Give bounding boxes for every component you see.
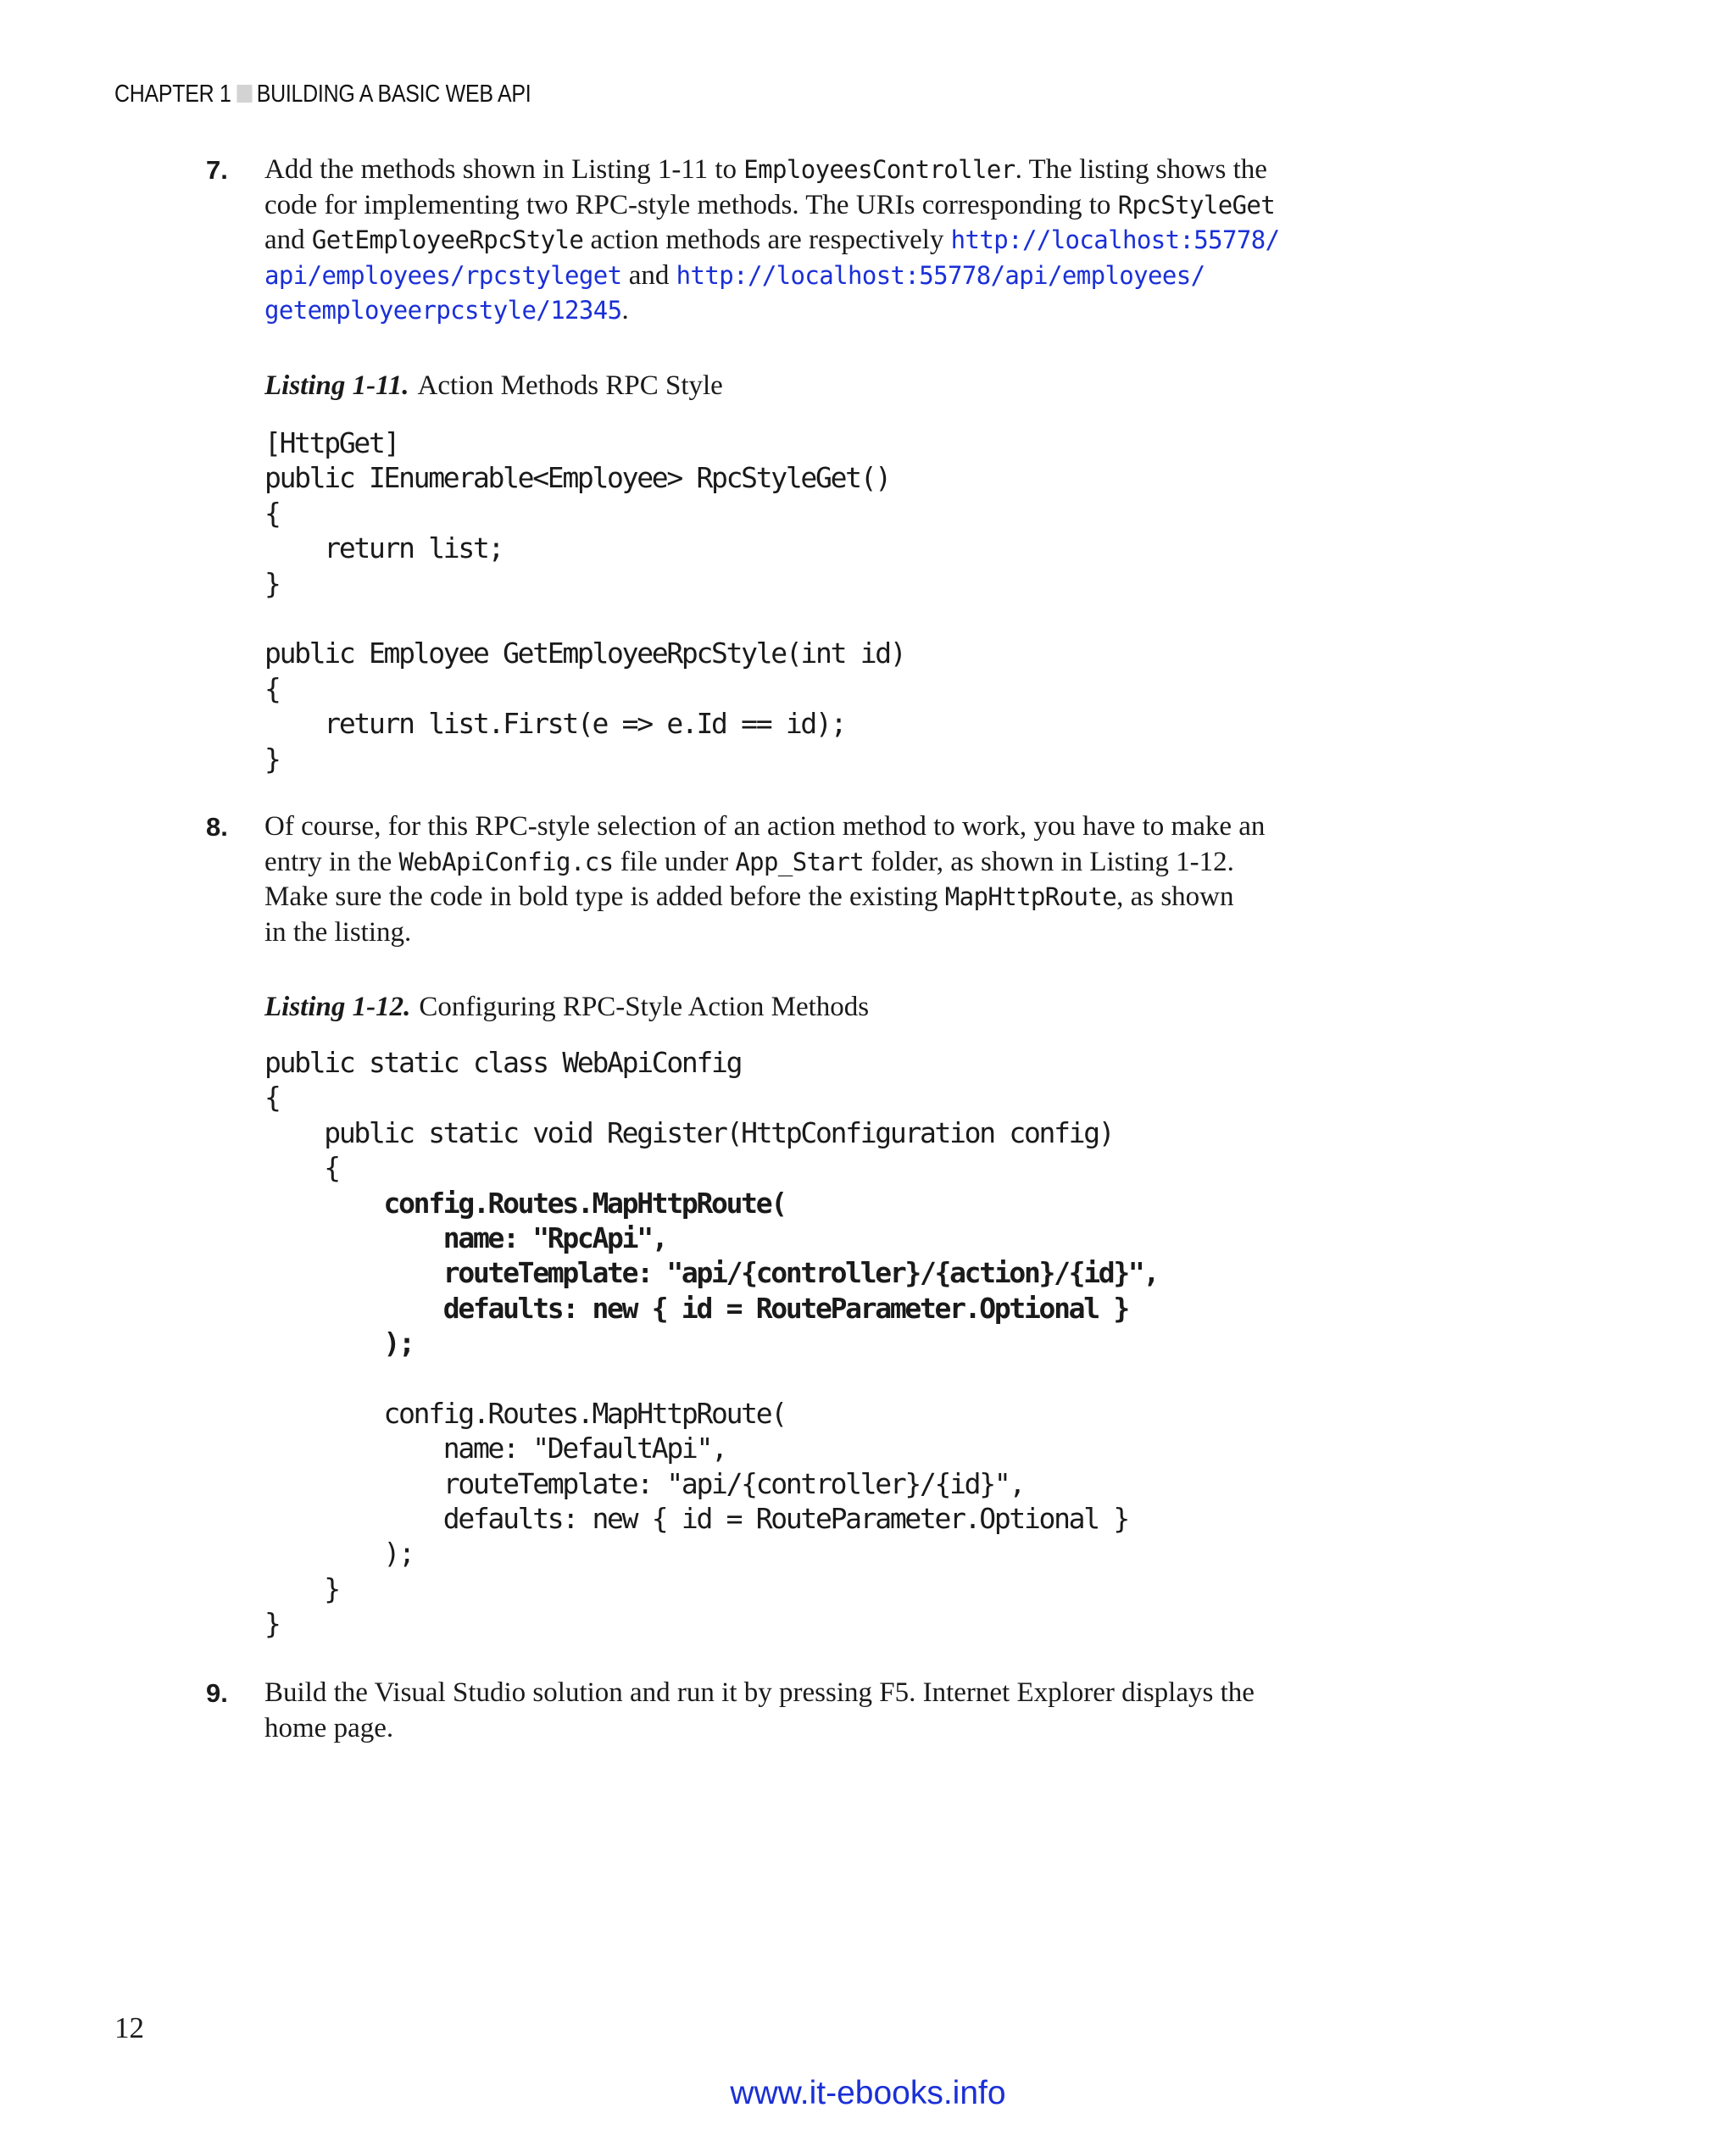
text-run: Add the methods shown in Listing 1-11 to — [264, 154, 744, 185]
code-line: { — [264, 1151, 339, 1185]
listing-title: Configuring RPC-Style Action Methods — [419, 992, 870, 1022]
listing-title: Action Methods RPC Style — [417, 370, 723, 401]
code-line: return list; — [264, 531, 504, 565]
code-line: { — [264, 671, 280, 705]
text-run: action methods are respectively — [583, 225, 951, 256]
code-line-bold: routeTemplate: "api/{controller}/{action}/{id}", — [264, 1256, 1159, 1290]
code-line — [264, 1361, 1158, 1396]
footer-link[interactable]: www.it-ebooks.info — [730, 2075, 1006, 2111]
code-line-bold: ); — [264, 1326, 414, 1360]
code-line: ); — [264, 1537, 414, 1571]
listing-caption — [264, 989, 869, 1025]
step-number: 7. — [206, 155, 228, 185]
text-run: . The listing shows the — [1015, 154, 1267, 185]
url-link[interactable]: api/employees/rpcstyleget — [264, 260, 622, 290]
text-run: , as shown — [1116, 881, 1234, 913]
separator-square-icon — [237, 85, 253, 103]
text-run: and — [621, 259, 676, 291]
text-run: . — [621, 295, 629, 326]
step-text — [264, 809, 1426, 950]
inline-code: EmployeesController — [743, 155, 1015, 184]
inline-code: RpcStyleGet — [1117, 190, 1276, 220]
code-line: } — [264, 742, 280, 776]
code-line: public static void Register(HttpConfiguration config) — [264, 1115, 1114, 1149]
text-run: Build the Visual Studio solution and run it by pressing F5. Internet Explorer displays the — [264, 1677, 1255, 1708]
text-run: Make sure the code in bold type is added before the existing — [264, 881, 945, 913]
chapter-title: BUILDING A BASIC WEB API — [256, 81, 531, 108]
text-run: and — [264, 225, 312, 256]
step-text — [264, 153, 1426, 329]
code-line: defaults: new { id = RouteParameter.Optional } — [264, 1502, 1128, 1536]
text-run: file under — [613, 846, 736, 877]
code-line: public static class WebApiConfig — [264, 1046, 742, 1079]
code-listing — [264, 1045, 1158, 1642]
step-number: 8. — [206, 812, 228, 842]
page-number: 12 — [114, 2011, 144, 2044]
code-line: } — [264, 1607, 280, 1641]
code-line-bold: name: "RpcApi", — [264, 1221, 667, 1254]
code-line: config.Routes.MapHttpRoute( — [264, 1396, 786, 1430]
url-link[interactable]: http://localhost:55778/api/employees/ — [676, 260, 1205, 290]
running-head — [114, 81, 531, 108]
code-line: return list.First(e => e.Id == id); — [264, 707, 846, 741]
step-text — [264, 1676, 1426, 1746]
code-listing — [264, 425, 904, 776]
code-line: public Employee GetEmployeeRpcStyle(int id) — [264, 637, 905, 670]
step-number: 9. — [206, 1678, 228, 1708]
listing-caption — [264, 368, 723, 403]
listing-label: Listing 1-12. — [264, 992, 411, 1022]
code-line: name: "DefaultApi", — [264, 1432, 726, 1465]
code-line: } — [264, 1571, 339, 1605]
code-line-bold: config.Routes.MapHttpRoute( — [264, 1186, 786, 1220]
code-line — [264, 601, 904, 636]
text-run: folder, as shown in Listing 1-12. — [864, 846, 1234, 877]
listing-label: Listing 1-11. — [264, 370, 409, 401]
url-link[interactable]: getemployeerpcstyle/12345 — [264, 296, 622, 325]
url-link[interactable]: http://localhost:55778/ — [950, 225, 1280, 255]
text-run: code for implementing two RPC-style methods. The URIs corresponding to — [264, 189, 1118, 220]
text-run: home page. — [264, 1712, 394, 1743]
text-run: Of course, for this RPC-style selection of an action method to work, you have to make an — [264, 811, 1266, 842]
code-line: public IEnumerable<Employee> RpcStyleGet() — [264, 461, 890, 495]
code-line: [HttpGet] — [264, 426, 399, 459]
code-line: { — [264, 496, 280, 530]
text-run: entry in the — [264, 846, 399, 877]
text-run: in the listing. — [264, 916, 412, 948]
code-line-bold: defaults: new { id = RouteParameter.Optional } — [264, 1291, 1128, 1325]
chapter-label: CHAPTER 1 — [114, 81, 231, 108]
inline-code: GetEmployeeRpcStyle — [311, 225, 584, 255]
inline-code: MapHttpRoute — [944, 882, 1117, 912]
code-line: routeTemplate: "api/{controller}/{id}", — [264, 1466, 1024, 1500]
code-line: { — [264, 1081, 280, 1115]
inline-code: App_Start — [735, 847, 865, 876]
code-line: } — [264, 566, 280, 600]
inline-code: WebApiConfig.cs — [398, 847, 614, 876]
